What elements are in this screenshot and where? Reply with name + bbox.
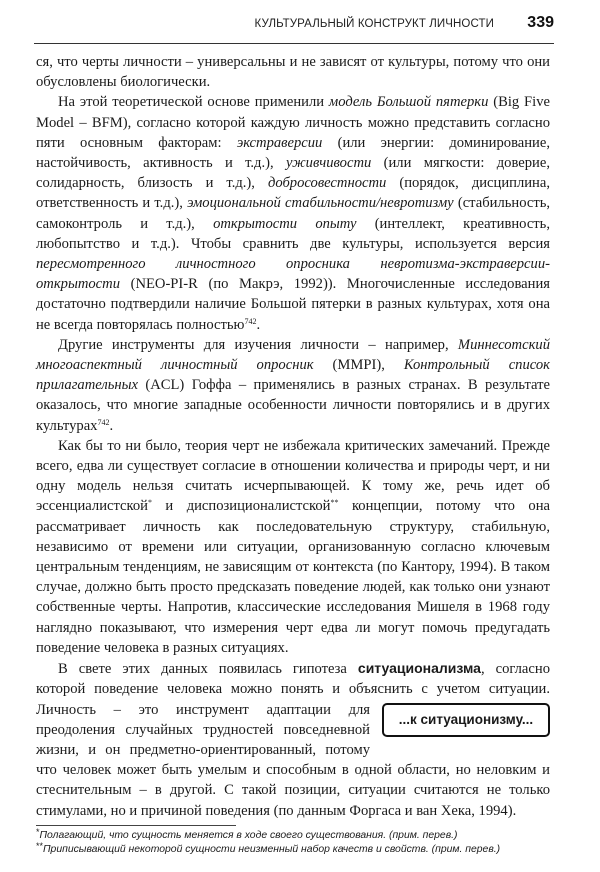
paragraph-1: ся, что черты личности – универсальны и не зависят от культуры, потому что они обусловлены биологически.	[36, 54, 550, 91]
paragraph-3: Другие инструменты для изучения личности – например, Миннесотский многоаспектный личностный опросник (MMPI), Контрольный список прилагательных (ACL) Гоффа – применялись в разных странах. В результате оказалось, что многие западные особенности личности повторялись и в других культурах$^{742}$.	[36, 336, 551, 434]
margin-note-box: ...к ситуационизму...	[382, 703, 550, 737]
footnote-marker: **	[330, 498, 339, 508]
footnote-marker: *	[147, 498, 152, 508]
footnote-1: *Полагающий, что сущность меняется в ходе своего существования. (прим. перев.)	[36, 827, 458, 841]
running-header	[34, 10, 554, 46]
body-text	[36, 52, 550, 821]
page-number: 339	[527, 14, 554, 31]
footnote-divider	[36, 825, 236, 826]
paragraph-5: В свете этих данных появилась гипотеза ситуационализма, согласно которой поведение человека можно понять и объяснить с учетом ситуации. Личность – это инструмент ...к ситуационизму... адаптации для преодоления случайных трудностей повседневной жизни, и он предметно-ориентированный, потому что человек может быть умелым и способным в одной области, но неловким и стеснительным – в другой. С такой позиции, ситуации считаются не только стимулами, но и причиной поведения (по данным Форгаса и ван Хека, 1994).	[36, 660, 550, 819]
footnotes	[36, 829, 556, 857]
citation-ref: 742	[244, 316, 257, 326]
footnote-2: **Приписывающий некоторой сущности неизменный набор качеств и свойств. (прим. перев.)	[36, 841, 501, 855]
header-divider	[34, 43, 554, 44]
bold-term: ситуационализма	[357, 660, 481, 677]
citation-ref: 742	[97, 417, 110, 427]
paragraph-4: Как бы то ни было, теория черт не избежала критических замечаний. Прежде всего, едва ли существует согласие в отношении количества и природы черт, и ни одну модель нельзя считать исчерпывающей. К тому же, речь идет об эссенциалистской* и диспозиционалистской** концепции, потому что она рассматривает личность как последовательную структуру, стабильную, независимо от времени или ситуации, организованную согласно ключевым центральным тенденциям, не зависящим от контекста (по Кантору, 1994). В таком случае, должно быть просто предсказать поведение людей, как только они узнают собственные черты. Напротив, классические исследования Мишеля в 1968 году наглядно показывают, что измерения черт едва ли могут помочь предугадать поведение человека в разных ситуациях.	[36, 437, 550, 656]
paragraph-2: На этой теоретической основе применили модель Большой пятерки (Big Five Model – BFM), согласно которой каждую личность можно представить согласно пяти основным факторам: экстраверсии (или энергии: доминирование, настойчивость, активность и т.д.), уживчивости (или мягкости: доверие, солидарность, близость и т.д.), добросовестности (порядок, дисциплина, ответственность и т.д.), эмоциональной стабильности/невротизму (стабильность, самоконтроль и т.д.), открытости опыту (интеллект, креативность, любопытство и т.д.). Чтобы сравнить две культуры, используется версия пересмотренного личностного опросника невротизма-экстраверсии-открытости (NEO-PI-R (по Макрэ, 1992)). Многочисленные исследования достаточно подтвердили наличие Большой пятерки в разных культурах, хотя она не всегда повторялась полностью$^{742}$.	[36, 94, 551, 333]
running-header-title: КУЛЬТУРАЛЬНЫЙ КОНСТРУКТ ЛИЧНОСТИ	[254, 18, 494, 30]
